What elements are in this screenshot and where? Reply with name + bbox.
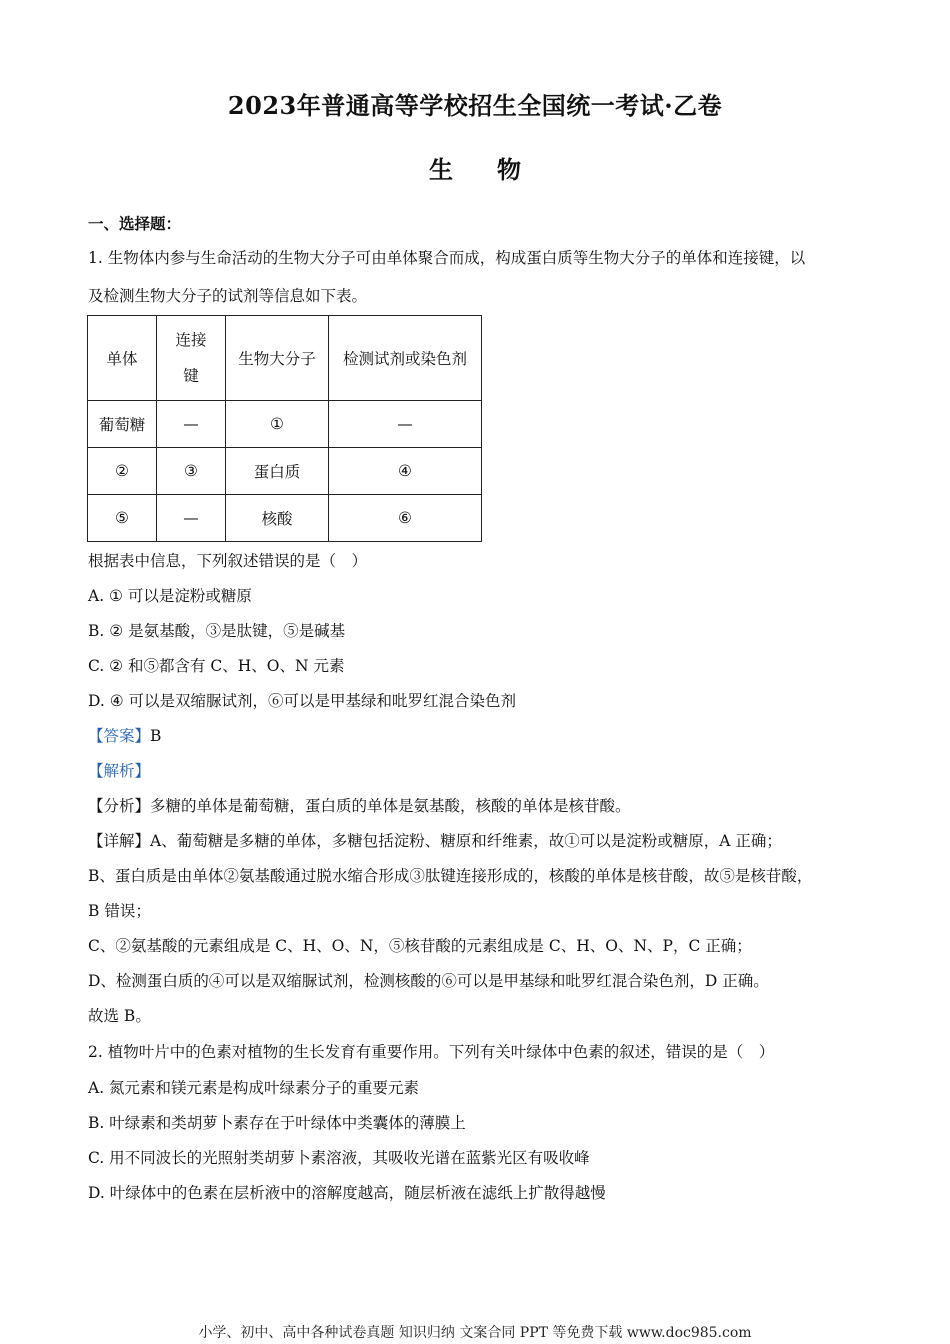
q1-option-a: A. ① 可以是淀粉或糖原 [88,587,252,605]
table-cell: — [157,495,226,542]
q1-stem-line-1: 1. 生物体内参与生命活动的生物大分子可由单体聚合而成，构成蛋白质等生物大分子的单体和连接键，以 [88,249,806,267]
table-cell: 蛋白质 [226,448,329,495]
q1-option-b: B. ② 是氨基酸，③是肽键，⑤是碱基 [88,622,346,640]
q1-detail-line: B 错误； [88,902,151,920]
table-cell: ② [88,448,157,495]
q1-detail-line: B、蛋白质是由单体②氨基酸通过脱水缩合形成③肽键连接形成的，核酸的单体是核苷酸，故⑤是核苷酸， [88,867,813,885]
subject-char-1: 生 [429,155,453,184]
exam-title: 2023年普通高等学校招生全国统一考试·乙卷 [227,91,723,120]
q2-option-d: D. 叶绿体中的色素在层析液中的溶解度越高，随层析液在滤纸上扩散得越慢 [88,1184,606,1202]
q1-prompt: 根据表中信息，下列叙述错误的是（ ） [88,552,368,570]
table-row [88,448,482,495]
table-cell: 葡萄糖 [88,401,157,448]
q1-detail-line: C、②氨基酸的元素组成是 C、H、O、N，⑤核苷酸的元素组成是 C、H、O、N、P，C 正确； [88,937,752,955]
section-heading: 一、选择题： [88,214,182,233]
answer-tag: 【答案】 [88,727,151,745]
header-line: 键 [183,367,199,385]
table-header-row [88,316,482,401]
q2-option-b: B. 叶绿素和类胡萝卜素存在于叶绿体中类囊体的薄膜上 [88,1114,466,1132]
table-cell: 核酸 [226,495,329,542]
answer-value: B [150,727,162,745]
table-cell: — [157,401,226,448]
table-cell: ③ [157,448,226,495]
header-line: 连接 [175,331,207,349]
q1-detail-line: 【详解】A、葡萄糖是多糖的单体，多糖包括淀粉、糖原和纤维素，故①可以是淀粉或糖原，A 正确； [88,832,782,850]
q2-stem: 2. 植物叶片中的色素对植物的生长发育有重要作用。下列有关叶绿体中色素的叙述，错误的是（ ） [88,1043,775,1061]
footer-text: 小学、初中、高中各种试卷真题 知识归纳 文案合同 PPT 等免费下载 www.doc985.com [198,1325,752,1341]
table-cell: ① [226,401,329,448]
q1-fenxi: 【分析】多糖的单体是葡萄糖，蛋白质的单体是氨基酸，核酸的单体是核苷酸。 [88,797,631,815]
table-header-cell: 检测试剂或染色剂 [329,316,482,401]
subject-title [0,150,950,185]
table-cell: — [329,401,482,448]
table-row [88,495,482,542]
analysis-tag: 【解析】 [88,762,151,780]
q1-stem-line-2: 及检测生物大分子的试剂等信息如下表。 [88,287,368,305]
subject-char-2: 物 [497,155,521,184]
q2-option-a: A. 氮元素和镁元素是构成叶绿素分子的重要元素 [88,1079,420,1097]
q1-detail-line: D、检测蛋白质的④可以是双缩脲试剂，检测核酸的⑥可以是甲基绿和吡罗红混合染色剂，D 正确。 [88,972,769,990]
table-row [88,401,482,448]
q1-answer [88,724,161,746]
table-header-cell [157,316,226,401]
table-cell: ⑤ [88,495,157,542]
table-cell: ④ [329,448,482,495]
q1-data-table [87,315,482,542]
q1-option-d: D. ④ 可以是双缩脲试剂，⑥可以是甲基绿和吡罗红混合染色剂 [88,692,517,710]
q2-option-c: C. 用不同波长的光照射类胡萝卜素溶液，其吸收光谱在蓝紫光区有吸收峰 [88,1149,590,1167]
q1-conclusion: 故选 B。 [88,1007,151,1025]
table-cell: ⑥ [329,495,482,542]
table-header-cell: 单体 [88,316,157,401]
q1-option-c: C. ② 和⑤都含有 C、H、O、N 元素 [88,657,345,675]
table-header-cell: 生物大分子 [226,316,329,401]
